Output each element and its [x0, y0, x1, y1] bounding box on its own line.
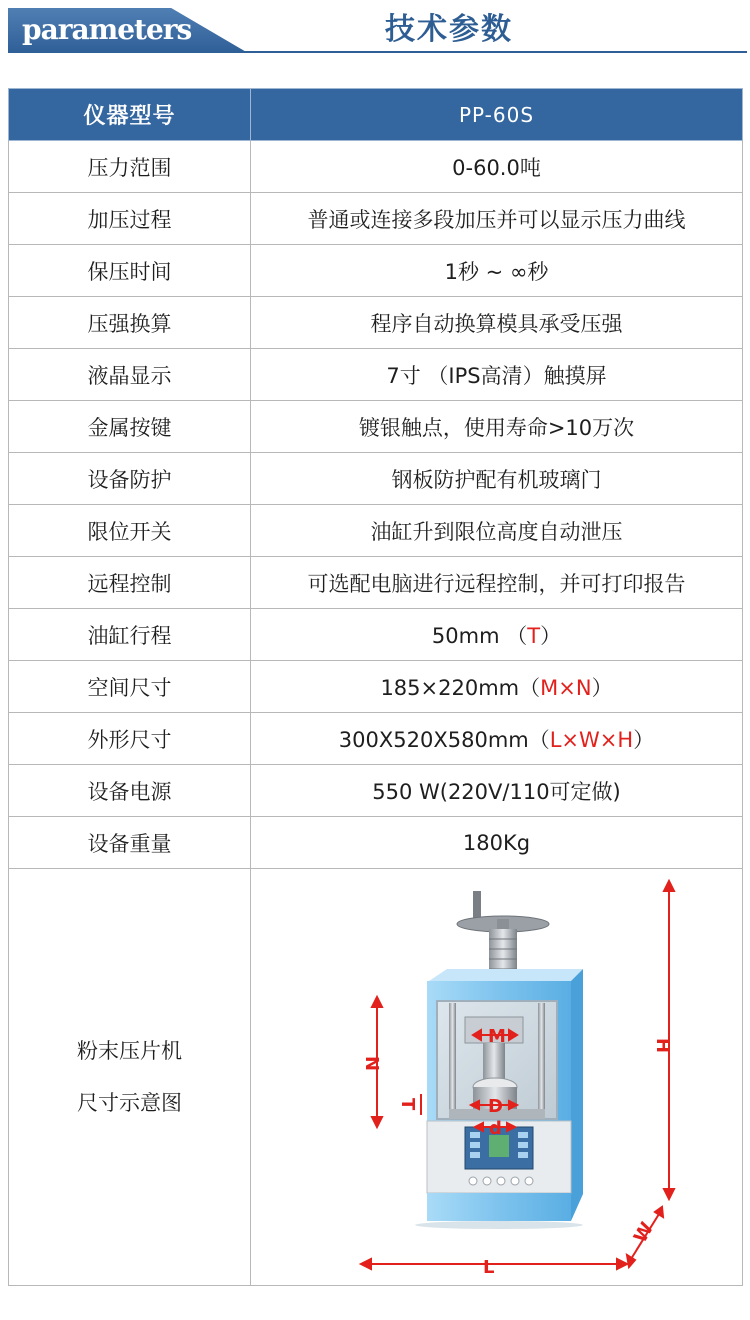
row-value: 可选配电脑进行远程控制，并可打印报告 [251, 557, 743, 609]
dimension-letter: L×W×H [549, 727, 634, 752]
row-key: 远程控制 [9, 557, 251, 609]
value-text: ） [633, 727, 655, 752]
table-row [9, 817, 743, 869]
row-value [251, 609, 743, 661]
handwheel-icon [457, 891, 549, 932]
row-key: 设备重量 [9, 817, 251, 869]
machine-diagram [251, 869, 744, 1285]
row-value: 油缸升到限位高度自动泄压 [251, 505, 743, 557]
value-text: 300X520X580mm（ [338, 727, 550, 752]
dim-label-d-upper: D [488, 1096, 503, 1117]
row-value: 180Kg [251, 817, 743, 869]
row-value: 7寸 （IPS高清）触摸屏 [251, 349, 743, 401]
row-value [251, 713, 743, 765]
dim-label-l: L [483, 1257, 495, 1278]
header-en-title: parameters [22, 13, 192, 46]
row-value: 程序自动换算模具承受压强 [251, 297, 743, 349]
row-value: 普通或连接多段加压并可以显示压力曲线 [251, 193, 743, 245]
dim-label-m: M [488, 1026, 506, 1047]
dim-label-d-lower: d [489, 1118, 502, 1139]
table-row [9, 609, 743, 661]
diagram-label-line1: 粉末压片机 [77, 1039, 182, 1063]
dim-label-w: W [629, 1218, 658, 1247]
table-header-row [9, 89, 743, 141]
header-rule [160, 51, 747, 53]
row-key: 设备电源 [9, 765, 251, 817]
table-row [9, 713, 743, 765]
diagram-cell [251, 869, 743, 1286]
model-value: PP-60S [251, 89, 743, 141]
value-text: 50mm （ [431, 623, 528, 648]
dim-label-n: N [361, 1056, 382, 1072]
value-text: 185×220mm（ [380, 675, 541, 700]
row-key: 限位开关 [9, 505, 251, 557]
table-row [9, 557, 743, 609]
machine-illustration [251, 869, 744, 1285]
row-value: 钢板防护配有机玻璃门 [251, 453, 743, 505]
value-text: ） [591, 675, 613, 700]
diagram-label-line2: 尺寸示意图 [77, 1091, 182, 1115]
table-row [9, 349, 743, 401]
row-value: 0-60.0吨 [251, 141, 743, 193]
machine-side-panel [571, 969, 583, 1221]
row-key: 加压过程 [9, 193, 251, 245]
diagram-label-cell [9, 869, 251, 1286]
model-key: 仪器型号 [9, 89, 251, 141]
row-key: 液晶显示 [9, 349, 251, 401]
table-row [9, 141, 743, 193]
header-cn-title: 技术参数 [385, 12, 513, 47]
value-text: ） [540, 623, 562, 648]
dim-label-t: T [397, 1098, 418, 1111]
row-value: 550 W(220V/110可定做) [251, 765, 743, 817]
table-row [9, 765, 743, 817]
dim-label-h: H [652, 1038, 673, 1054]
dimension-letter: M×N [540, 675, 592, 700]
table-row [9, 401, 743, 453]
row-key: 压强换算 [9, 297, 251, 349]
table-row [9, 453, 743, 505]
row-key: 压力范围 [9, 141, 251, 193]
row-value: 1秒 ~ ∞秒 [251, 245, 743, 297]
diagram-row [9, 869, 743, 1286]
table-row [9, 661, 743, 713]
row-key: 外形尺寸 [9, 713, 251, 765]
row-key: 保压时间 [9, 245, 251, 297]
page-header [0, 0, 750, 60]
table-row [9, 193, 743, 245]
dimension-letter: T [527, 623, 541, 648]
row-key: 油缸行程 [9, 609, 251, 661]
spec-table [8, 88, 743, 1286]
row-value: 镀银触点，使用寿命>10万次 [251, 401, 743, 453]
row-key: 设备防护 [9, 453, 251, 505]
table-row [9, 297, 743, 349]
row-key: 金属按键 [9, 401, 251, 453]
row-value [251, 661, 743, 713]
table-row [9, 505, 743, 557]
row-key: 空间尺寸 [9, 661, 251, 713]
machine-top-panel [429, 969, 583, 981]
table-row [9, 245, 743, 297]
